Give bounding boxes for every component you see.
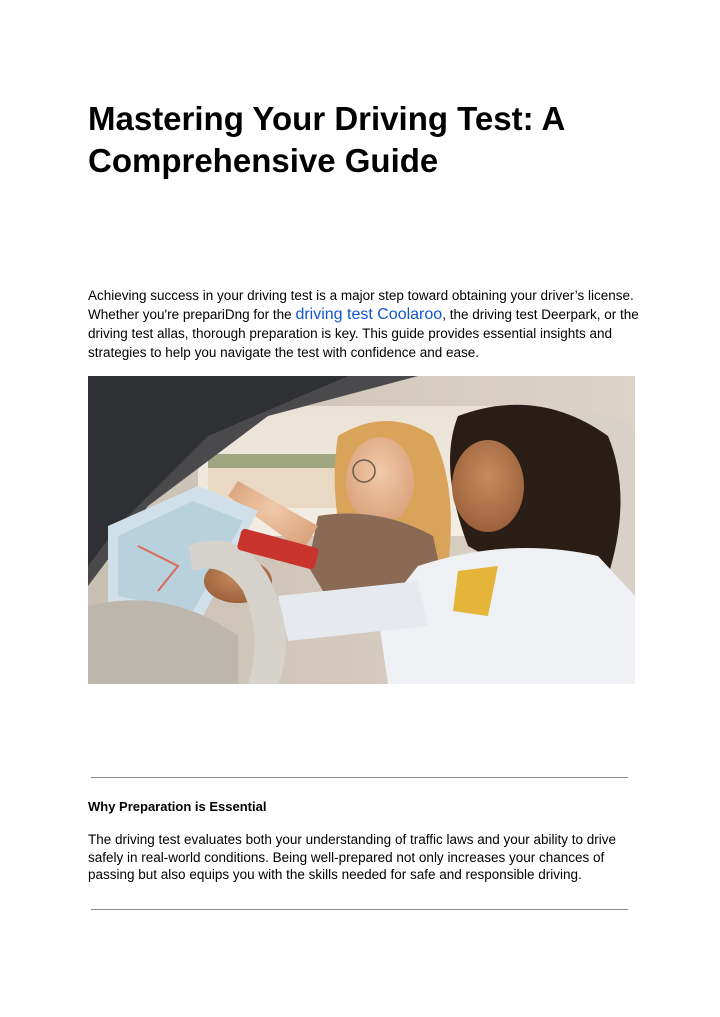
intro-text-after-link: , the driving test Deerpark, or the driving test allas, thorough preparation is key. This guide provides essential insights and strategies to help you navigate the test with confidence and ease.	[88, 307, 639, 360]
section-heading: Why Preparation is Essential	[88, 799, 267, 814]
page-title: Mastering Your Driving Test: A Comprehensive Guide	[88, 100, 565, 179]
section-body: The driving test evaluates both your understanding of traffic laws and your ability to drive safely in real-world conditions. Being well-prepared not only increases your chances of passing but also equips you with the skills needed for safe and responsible driving.	[88, 832, 617, 882]
divider-top	[91, 777, 628, 778]
intro-text-before-link: Achieving success in your driving test is a major step toward obtaining your driver’s license. Whether you're prepariDng for the	[88, 288, 634, 322]
driving-test-coolaroo-link[interactable]: driving test Coolaroo	[295, 306, 443, 323]
intro-paragraph	[88, 286, 648, 362]
divider-bottom	[91, 909, 628, 910]
hero-photo	[88, 376, 635, 684]
